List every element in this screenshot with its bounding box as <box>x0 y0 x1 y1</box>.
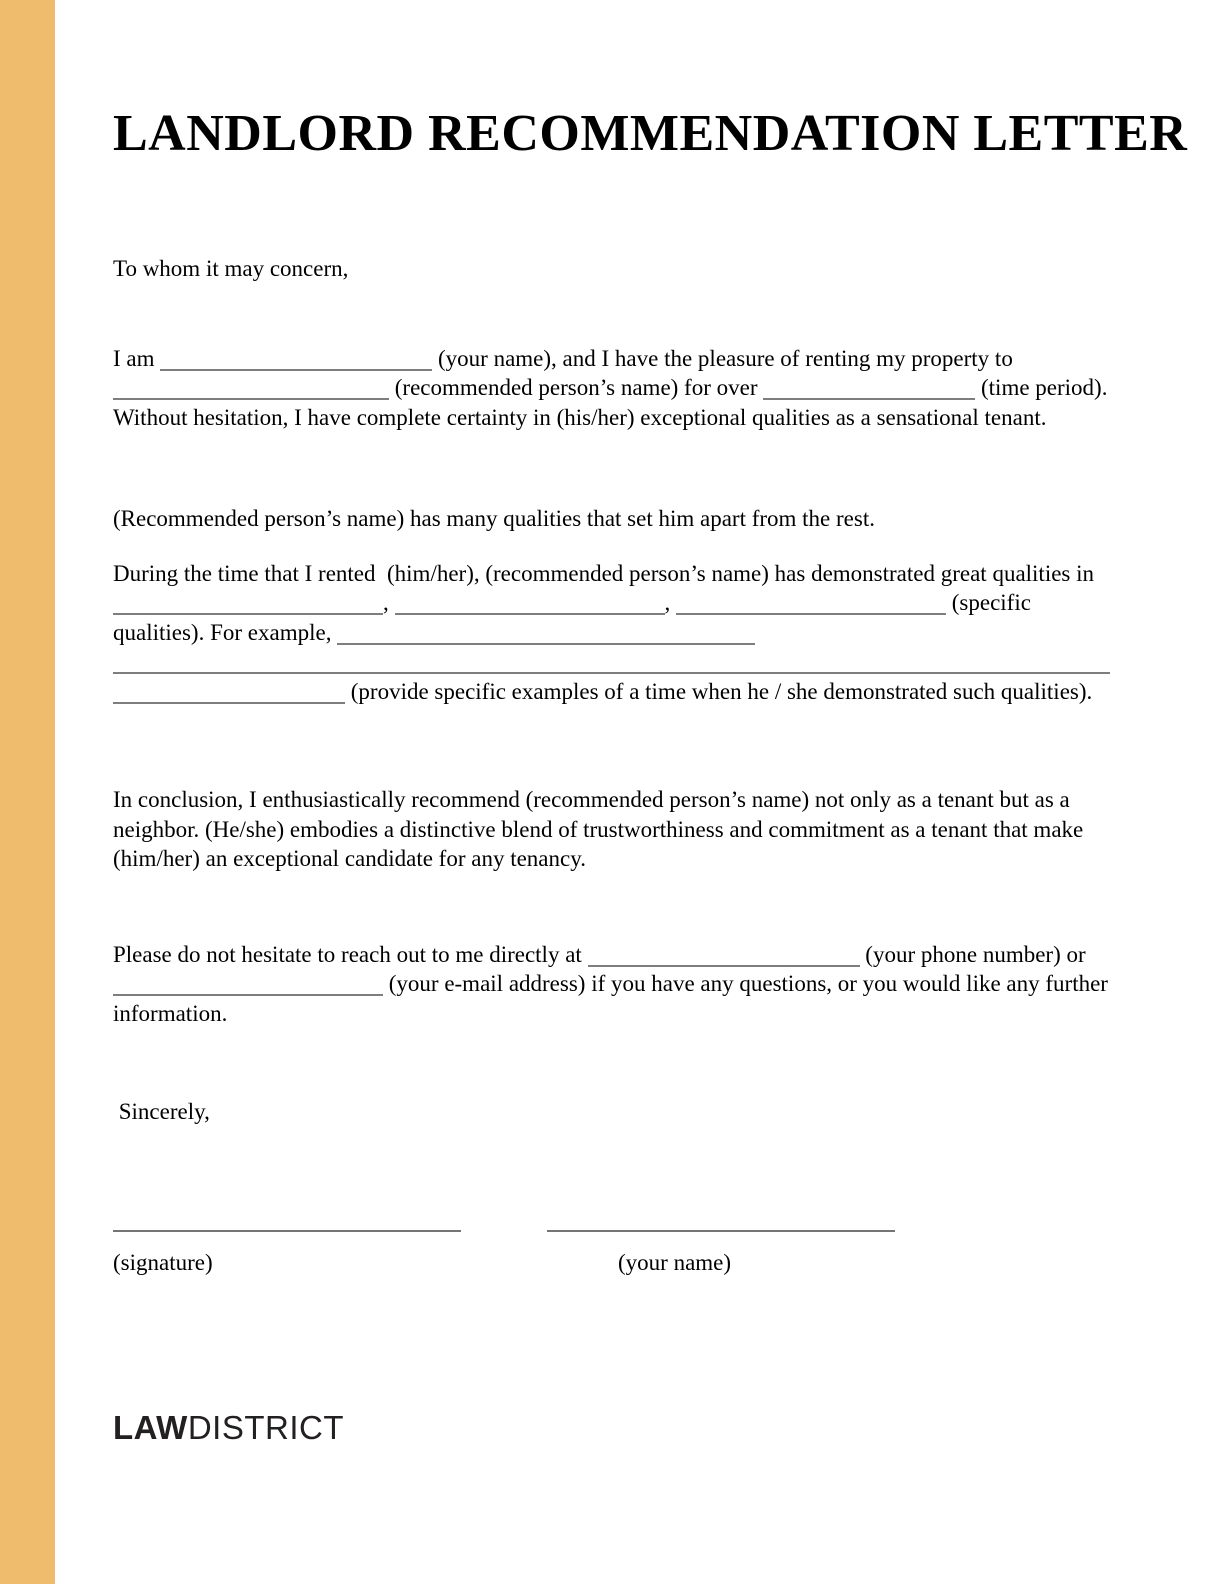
intro-text-4: (time period). Without hesitation, I have complete certainty in (his/her) exceptional qualities as a sensational tenant. <box>113 375 1113 430</box>
letter-content <box>113 0 1188 1448</box>
document-title: LANDLORD RECOMMENDATION LETTER <box>113 105 1188 162</box>
intro-text-3: (recommended person’s name) for over <box>389 375 764 400</box>
intro-text-2: (your name), and I have the pleasure of renting my property to <box>432 345 1019 371</box>
qualities-text-1: During the time that I rented (him/her), (recommended person’s name) has demonstrated great qualities in <box>113 560 1100 586</box>
intro-text-1: I am <box>113 345 161 371</box>
paragraph-qualities-detail <box>113 559 1118 707</box>
salutation: To whom it may concern, <box>113 256 349 281</box>
blank-email-address <box>113 980 383 996</box>
contact-text-1: Please do not hesitate to reach out to me directly at <box>113 941 588 967</box>
contact-text-2: (your phone number) or <box>859 941 1092 967</box>
blank-quality-1 <box>113 599 383 615</box>
signature-label: (signature) <box>113 1249 213 1275</box>
blank-time-period <box>763 384 975 400</box>
name-line <box>547 1230 895 1232</box>
blank-your-name <box>160 355 432 371</box>
blank-example-middle <box>113 658 1110 674</box>
logo-law-text: LAW <box>113 1408 188 1446</box>
signature-line <box>113 1230 461 1232</box>
paragraph-contact <box>113 940 1118 1029</box>
qualities-separator-2: , <box>664 590 676 615</box>
blank-quality-2 <box>395 599 665 615</box>
qualities-text-2: (specific qualities). For example, <box>113 590 1037 645</box>
logo-district-text: DISTRICT <box>187 1408 344 1446</box>
blank-example-start <box>337 629 755 645</box>
lawdistrict-logo <box>113 1408 1118 1448</box>
paragraph-introduction <box>113 344 1118 433</box>
signature-labels <box>113 1248 1118 1278</box>
contact-text-3: (your e-mail address) if you have any questions, or you would like any further information. <box>113 971 1114 1026</box>
blank-phone-number <box>588 951 860 967</box>
closing: Sincerely, <box>113 1099 210 1124</box>
paragraph-qualities-lead: (Recommended person’s name) has many qualities that set him apart from the rest. <box>113 506 875 531</box>
signature-lines <box>113 1230 1118 1232</box>
left-accent-bar <box>0 0 55 1584</box>
qualities-separator-1: , <box>383 590 395 615</box>
paragraph-conclusion: In conclusion, I enthusiastically recommend (recommended person’s name) not only as a tenant but as a neighbor. (He/she) embodies a distinctive blend of trustworthiness and commitment as a tenant that make (him/her) an exceptional candidate for any tenancy. <box>113 787 1084 871</box>
blank-quality-3 <box>676 599 946 615</box>
qualities-text-3: (provide specific examples of a time when he / she demonstrated such qualities). <box>345 678 1093 704</box>
your-name-label: (your name) <box>618 1249 732 1275</box>
blank-example-end <box>113 688 345 704</box>
blank-recommended-person-name <box>113 384 389 400</box>
